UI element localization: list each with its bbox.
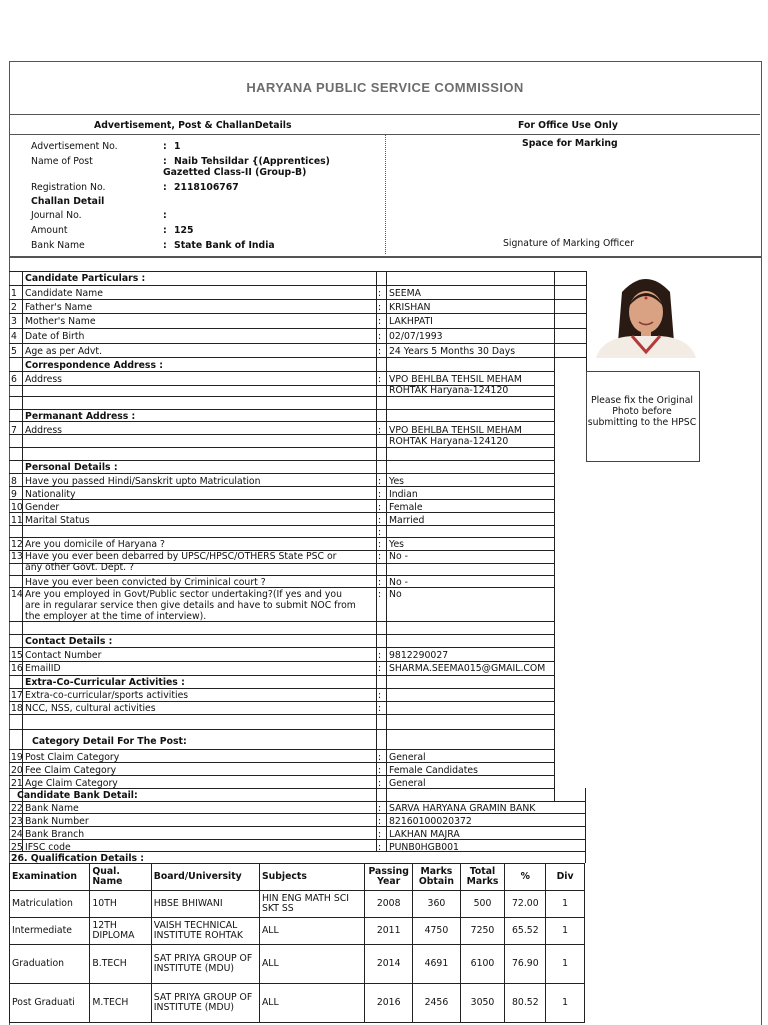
advert-colon: : [163, 240, 167, 251]
form-row-line [9, 634, 554, 635]
field-label: Address [25, 374, 63, 385]
field-value: Yes [389, 476, 405, 487]
qualification-cell: 2016 [365, 984, 413, 1023]
field-value: 02/07/1993 [389, 331, 443, 342]
advert-value: Gazetted Class-II (Group-B) [163, 167, 307, 178]
form-row-line [9, 801, 585, 802]
candidate-photo [592, 272, 700, 358]
field-value: KRISHAN [389, 302, 431, 313]
field-label: Are you domicile of Haryana ? [25, 539, 165, 550]
field-label: Father's Name [25, 302, 93, 313]
section-heading-permanent: Permanant Address : [25, 411, 136, 422]
form-row-line [9, 525, 554, 526]
field-value: General [389, 778, 426, 789]
form-row-line [9, 328, 586, 329]
advert-colon: : [163, 210, 167, 221]
field-label: NCC, NSS, cultural activities [25, 703, 156, 714]
form-row-line [9, 512, 554, 513]
field-label: Bank Number [25, 816, 89, 827]
header-vdivider [385, 134, 386, 254]
field-label: EmailID [25, 663, 61, 674]
field-value: No - [389, 577, 408, 588]
field-label: Age Claim Category [25, 778, 118, 789]
field-colon: : [378, 663, 382, 674]
section-heading-extra: Extra-Co-Curricular Activities : [25, 677, 185, 688]
qualification-cell: Intermediate [10, 918, 90, 945]
qualification-cell: M.TECH [90, 984, 151, 1023]
qualification-cell: SAT PRIYA GROUP OF INSTITUTE (MDU) [151, 984, 259, 1023]
qualification-cell: 65.52 [505, 918, 546, 945]
field-number: 5 [11, 346, 17, 357]
field-number: 13 [11, 551, 23, 562]
field-value-line2: ROHTAK Haryana-124120 [389, 385, 509, 396]
form-row-line [9, 460, 554, 461]
field-label-line2: are in regularar service then give details and have to submit NOC from [25, 600, 356, 611]
section-heading-bank: Candidate Bank Detail: [17, 790, 138, 801]
qualification-cell: 10TH [90, 891, 151, 918]
field-number: 8 [11, 476, 17, 487]
field-colon: : [378, 302, 382, 313]
advert-label: Amount [31, 225, 68, 236]
field-number: 20 [11, 765, 23, 776]
field-colon: : [378, 765, 382, 776]
table-row [10, 945, 585, 984]
header-divider [9, 114, 760, 115]
advert-value: State Bank of India [174, 240, 275, 251]
field-value: No [389, 589, 402, 600]
field-label: Contact Number [25, 650, 102, 661]
field-label-line2: any other Govt. Dept. ? [25, 562, 134, 573]
field-colon: : [378, 816, 382, 827]
field-value: VPO BEHLBA TEHSIL MEHAM [389, 425, 522, 436]
form-col-end-divider [554, 271, 555, 801]
field-colon: : [378, 577, 382, 588]
field-number: 12 [11, 539, 23, 550]
field-label: Address [25, 425, 63, 436]
field-number: 16 [11, 663, 23, 674]
field-colon: : [378, 829, 382, 840]
field-number: 7 [11, 425, 17, 436]
advert-colon: : [163, 225, 167, 236]
field-number: 19 [11, 752, 23, 763]
field-number: 22 [11, 803, 23, 814]
page-title: HARYANA PUBLIC SERVICE COMMISSION [246, 80, 524, 95]
field-value: Yes [389, 539, 405, 550]
field-label: Fee Claim Category [25, 765, 117, 776]
field-label: Have you passed Hindi/Sanskrit upto Matriculation [25, 476, 261, 487]
office-use-heading: For Office Use Only [518, 120, 618, 131]
field-label: Marital Status [25, 515, 90, 526]
field-number: 1 [11, 288, 17, 299]
qualification-cell: VAISH TECHNICAL INSTITUTE ROHTAK [151, 918, 259, 945]
field-colon: : [378, 502, 382, 513]
field-colon: : [378, 374, 382, 385]
form-row-line [9, 499, 554, 500]
field-colon: : [378, 331, 382, 342]
qualification-cell: 360 [413, 891, 460, 918]
field-colon: : [378, 346, 382, 357]
qualification-header-row [10, 864, 585, 891]
form-row-line [9, 688, 554, 689]
field-colon: : [378, 551, 382, 562]
qualification-cell: SAT PRIYA GROUP OF INSTITUTE (MDU) [151, 945, 259, 984]
qualification-cell: 4691 [413, 945, 460, 984]
field-number: 9 [11, 489, 17, 500]
qualification-cell: 500 [460, 891, 505, 918]
field-colon: : [378, 803, 382, 814]
form-row-line [9, 851, 585, 852]
form-row-line [9, 285, 586, 286]
form-row-line [9, 749, 554, 750]
advert-value: 125 [174, 225, 194, 236]
field-number: 3 [11, 316, 17, 327]
field-colon: : [378, 778, 382, 789]
field-colon: : [378, 316, 382, 327]
advert-colon: : [163, 156, 167, 167]
field-number: 6 [11, 374, 17, 385]
field-colon: : [378, 589, 382, 600]
qualification-cell: 80.52 [505, 984, 546, 1023]
qualification-cell: ALL [259, 918, 364, 945]
qualification-cell: 4750 [413, 918, 460, 945]
qualification-cell: 2014 [365, 945, 413, 984]
section-heading-category: Category Detail For The Post: [32, 736, 187, 747]
advert-colon: : [163, 182, 167, 193]
field-colon: : [378, 425, 382, 436]
field-label: IFSC code [25, 842, 71, 853]
field-label: Are you employed in Govt/Public sector undertaking?(If yes and you [25, 589, 342, 600]
advert-value: 1 [174, 141, 181, 152]
field-label: Candidate Name [25, 288, 103, 299]
qualification-cell: 12TH DIPLOMA [90, 918, 151, 945]
advert-label: Name of Post [31, 156, 93, 167]
advert-label: Registration No. [31, 182, 106, 193]
field-colon: : [378, 650, 382, 661]
advert-label: Challan Detail [31, 196, 105, 207]
advert-colon: : [163, 141, 167, 152]
qualification-header-cell: Total Marks [460, 864, 505, 891]
field-colon: : [378, 489, 382, 500]
advert-label: Bank Name [31, 240, 85, 251]
advert-value: Naib Tehsildar {(Apprentices) [174, 156, 330, 167]
field-number: 17 [11, 690, 23, 701]
section-heading-qualification: 26. Qualification Details : [11, 853, 145, 864]
field-number: 10 [11, 502, 23, 513]
qualification-cell: ALL [259, 945, 364, 984]
field-number: 11 [11, 515, 23, 526]
form-col-end-divider-2 [585, 788, 586, 863]
qualification-cell: 7250 [460, 918, 505, 945]
form-col-colon-divider [376, 271, 377, 851]
field-label: Have you ever been convicted by Criminical court ? [25, 577, 266, 588]
qualification-table [9, 863, 585, 1023]
form-row-line [9, 396, 554, 397]
field-value: General [389, 752, 426, 763]
qualification-cell: 6100 [460, 945, 505, 984]
field-colon: : [378, 515, 382, 526]
field-value: SHARMA.SEEMA015@GMAIL.COM [389, 663, 546, 674]
field-value: LAKHPATI [389, 316, 433, 327]
field-value: LAKHAN MAJRA [389, 829, 460, 840]
qualification-cell: ALL [259, 984, 364, 1023]
section-heading-candidate: Candidate Particulars : [25, 273, 146, 284]
form-row-line [9, 447, 554, 448]
field-label: Gender [25, 502, 60, 513]
qualification-cell: 76.90 [505, 945, 546, 984]
photo-note: Please fix the Original Photo before submitting to the HPSC [587, 395, 697, 428]
form-row-line [9, 729, 554, 730]
qualification-header-cell: Div [546, 864, 585, 891]
section-heading-correspondence: Correspondence Address : [25, 360, 163, 371]
field-number: 24 [11, 829, 23, 840]
field-value: Married [389, 515, 425, 526]
advert-label: Journal No. [31, 210, 82, 221]
form-row-line [9, 537, 554, 538]
form-row-line [9, 357, 586, 358]
form-col-photo-divider [586, 271, 587, 371]
form-row-line [9, 701, 554, 702]
form-row-line [9, 371, 554, 372]
qualification-cell: 1 [546, 891, 585, 918]
field-colon: : [378, 842, 382, 853]
form-row-line [9, 661, 554, 662]
qualification-cell: 72.00 [505, 891, 546, 918]
form-row-line [9, 409, 554, 410]
table-row [10, 984, 585, 1023]
field-value-line2: ROHTAK Haryana-124120 [389, 436, 509, 447]
field-value: VPO BEHLBA TEHSIL MEHAM [389, 374, 522, 385]
field-number: 21 [11, 778, 23, 789]
field-value: 82160100020372 [389, 816, 472, 827]
qualification-cell: HIN ENG MATH SCI SKT SS [259, 891, 364, 918]
qualification-cell: B.TECH [90, 945, 151, 984]
table-row [10, 918, 585, 945]
qualification-cell: 2011 [365, 918, 413, 945]
field-label: Post Claim Category [25, 752, 120, 763]
field-colon: : [378, 288, 382, 299]
field-label-line3: the employer at the time of interview). [25, 611, 207, 622]
qualification-cell: Graduation [10, 945, 90, 984]
field-number: 25 [11, 842, 23, 853]
field-label: Bank Branch [25, 829, 85, 840]
form-row-line [9, 473, 554, 474]
field-value: 9812290027 [389, 650, 449, 661]
field-value: PUNB0HGB001 [389, 842, 459, 853]
field-number: 4 [11, 331, 17, 342]
field-value: Female [389, 502, 423, 513]
advert-label: Advertisement No. [31, 141, 118, 152]
field-label: Extra-co-curricular/sports activities [25, 690, 189, 701]
qualification-cell: 2008 [365, 891, 413, 918]
form-row-line [9, 271, 586, 272]
qualification-header-cell: Qual. Name [90, 864, 151, 891]
field-value: SEEMA [389, 288, 422, 299]
field-colon: : [378, 690, 382, 701]
field-colon: : [378, 703, 382, 714]
field-label: Mother's Name [25, 316, 96, 327]
field-colon: : [378, 752, 382, 763]
field-number: 14 [11, 589, 23, 600]
qualification-header-cell: Passing Year [365, 864, 413, 891]
qualification-cell: 1 [546, 918, 585, 945]
field-colon: : [378, 539, 382, 550]
field-label: Nationality [25, 489, 76, 500]
field-colon: : [378, 476, 382, 487]
qualification-cell: Post Graduati [10, 984, 90, 1023]
field-number: 2 [11, 302, 17, 313]
form-row-line [9, 575, 554, 576]
qualification-cell: 3050 [460, 984, 505, 1023]
field-number: 18 [11, 703, 23, 714]
form-row-line [9, 839, 585, 840]
field-label: Bank Name [25, 803, 79, 814]
field-colon: : [378, 527, 382, 538]
field-value: 24 Years 5 Months 30 Days [389, 346, 516, 357]
qualification-header-cell: Subjects [259, 864, 364, 891]
form-row-line [9, 826, 585, 827]
field-value: SARVA HARYANA GRAMIN BANK [389, 803, 536, 814]
qualification-cell: HBSE BHIWANI [151, 891, 259, 918]
form-row-line [9, 313, 586, 314]
qualification-cell: 1 [546, 984, 585, 1023]
qualification-cell: 2456 [413, 984, 460, 1023]
form-row-line [9, 714, 554, 715]
advert-heading: Advertisement, Post & ChallanDetails [94, 120, 292, 131]
field-value: No - [389, 551, 408, 562]
field-label: Have you ever been debarred by UPSC/HPSC/OTHERS State PSC or [25, 551, 337, 562]
form-row-line [9, 343, 586, 344]
form-col-value-divider [386, 271, 387, 851]
advert-value: 2118106767 [174, 182, 239, 193]
field-label: Date of Birth [25, 331, 85, 342]
field-value: Indian [389, 489, 418, 500]
qualification-header-cell: Examination [10, 864, 90, 891]
qualification-header-cell: Marks Obtain [413, 864, 460, 891]
qualification-cell: Matriculation [10, 891, 90, 918]
form-row-line [9, 675, 554, 676]
form-row-line [9, 299, 586, 300]
field-number: 23 [11, 816, 23, 827]
qualification-header-cell: % [505, 864, 546, 891]
field-label: Age as per Advt. [25, 346, 103, 357]
field-value: Female Candidates [389, 765, 478, 776]
qualification-cell: 1 [546, 945, 585, 984]
signature-label: Signature of Marking Officer [503, 238, 634, 249]
space-marking-label: Space for Marking [522, 138, 618, 149]
section-heading-contact: Contact Details : [25, 636, 113, 647]
qualification-header-cell: Board/University [151, 864, 259, 891]
field-number: 15 [11, 650, 23, 661]
form-row-line [9, 647, 554, 648]
table-row [10, 891, 585, 918]
section-heading-personal: Personal Details : [25, 462, 118, 473]
